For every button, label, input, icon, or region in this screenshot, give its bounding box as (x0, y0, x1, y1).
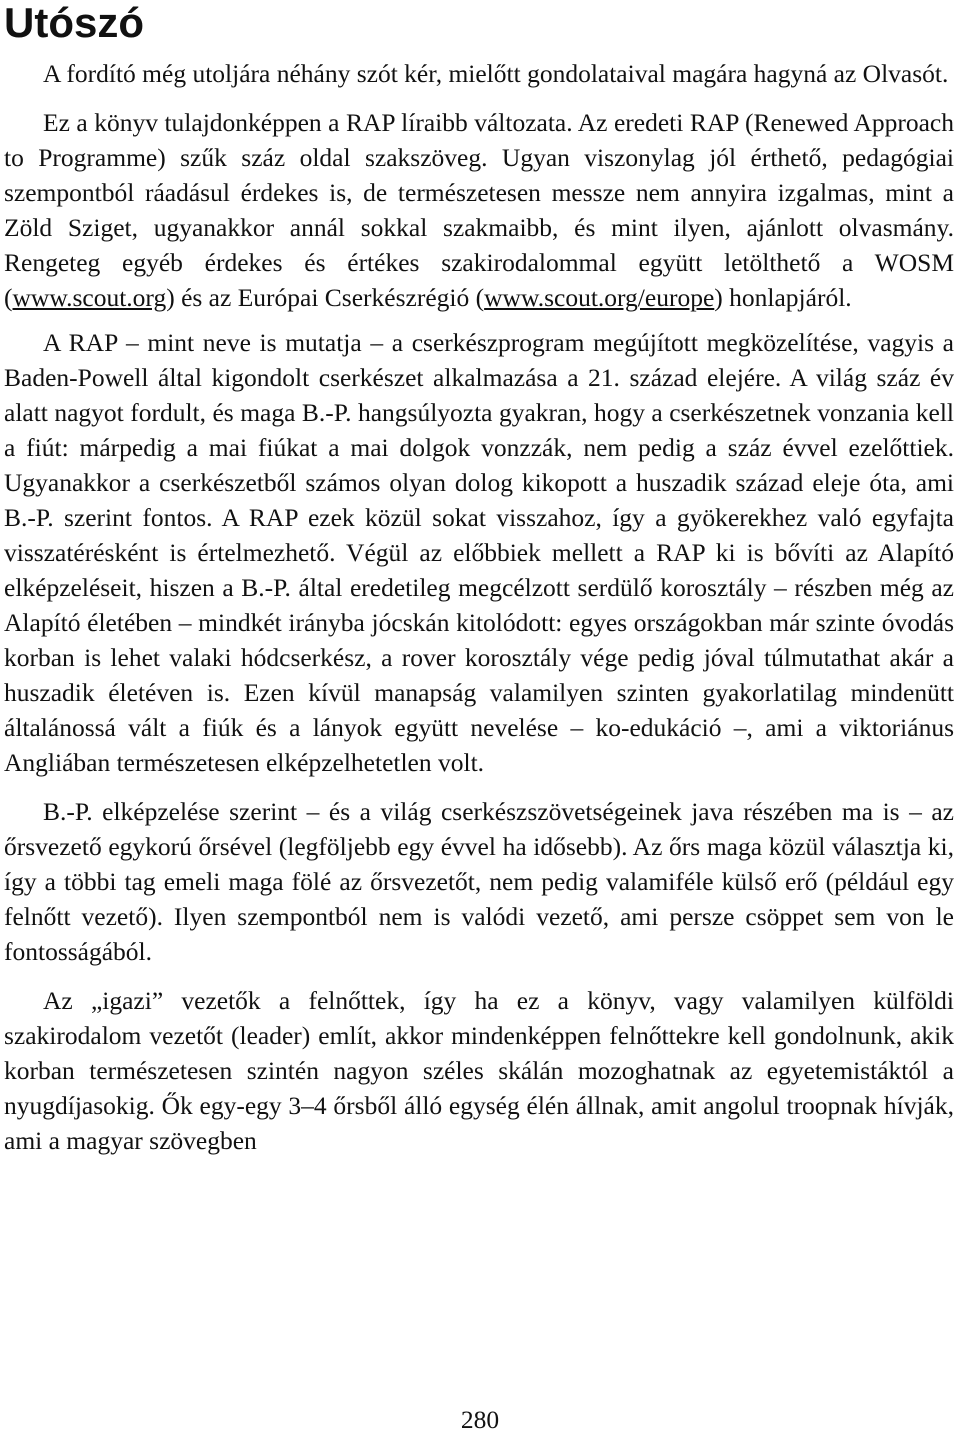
paragraph (4, 794, 954, 969)
paragraph-text: Ez a könyv tulajdonképpen a RAP líraibb változata. Az eredeti RAP (Renewed Approach to Programme) szűk száz oldal szakszöveg. Ugyan viszonylag jól érthető, pedagógiai szempontból ráadásul érdekes is, de természetesen messze nem annyira izgalmas, mint a Zöld Sziget, ugyanakkor annál sokkal szakmaibb, és mint ilyen, ajánlott olvasmány. Rengeteg egyéb érdekes és értékes szakirodalommal együtt letölthető a WOSM ( (4, 108, 954, 312)
paragraph-text: B.-P. elképzelése szerint – és a világ cserkészszövetségeinek java részében ma is – az őrsvezető egykorú őrsével (legföljebb egy évvel ha idősebb). Az őrs maga közül választja ki, így a többi tag emeli maga fölé az őrsvezetőt, nem pedig valamiféle külső erő (például egy felnőtt vezető). Ilyen szempontból nem is valódi vezető, ami persze csöppet sem von le fontosságából. (4, 797, 954, 966)
scout-europe-link[interactable]: www.scout.org/europe (484, 283, 715, 312)
paragraph-text: Az „igazi” vezetők a felnőttek, így ha ez a könyv, vagy valamilyen külföldi szakirodalom vezetőt (leader) említ, akkor mindenképpen felnőttekre kell gondolnunk, akik korban természetesen szintén nagyon széles skálán mozoghatnak az egyetemistáktól a nyugdíjasokig. Ők egy-egy 3–4 őrsből álló egység élén állnak, amit angolul troopnak hívják, ami a magyar szövegben (4, 986, 954, 1155)
body-text (4, 56, 954, 1172)
page-heading: Utószó (4, 0, 144, 46)
paragraph-text: ) honlapjáról. (714, 283, 852, 312)
paragraph (4, 325, 954, 780)
paragraph-text: A RAP – mint neve is mutatja – a cserkészprogram megújított megközelítése, vagyis a Baden-Powell által kigondolt cserkészet alkalmazása a 21. század elejére. A világ száz év alatt nagyot fordult, és maga B.-P. hangsúlyozta gyakran, hogy a cserkészetnek vonzania kell a fiút: márpedig a mai fiúkat a mai dolgok vonzzák, nem pedig a száz évvel ezelőttiek. Ugyanakkor a cserkészetből számos olyan dolog kikopott a huszadik század eleje óta, ami B.-P. szerint fontos. A RAP ezek közül sokat visszahoz, így a gyökerekhez való egyfajta visszatérésként is értelmezhető. Végül az előbbiek mellett a RAP ki is bővíti az Alapító elképzeléseit, hiszen a B.-P. által eredetileg megcélzott serdülő korosztály – részben még az Alapító életében – mindkét irányba jócskán kitolódott: egyes országokban már szinte óvodás korban is lehet valaki hódcserkész, a rover korosztály vége pedig jóval túlmutathat akár a huszadik életéven is. Ezen kívül manapság valamilyen szinten gyakorlatilag mindenütt általánossá vált a fiúk és a lányok együtt nevelése – ko-edukáció –, ami a viktoriánus Angliában természetesen elképzelhetetlen volt. (4, 328, 954, 777)
paragraph-text: ) és az Európai Cserkészrégió ( (166, 283, 485, 312)
paragraph-text: A fordító még utoljára néhány szót kér, mielőtt gondolataival magára hagyná az Olvasót. (43, 59, 949, 88)
scout-org-link[interactable]: www.scout.org (12, 283, 167, 312)
paragraph (4, 105, 954, 315)
paragraph (4, 983, 954, 1158)
page-number: 280 (460, 1405, 500, 1434)
paragraph (4, 56, 954, 91)
